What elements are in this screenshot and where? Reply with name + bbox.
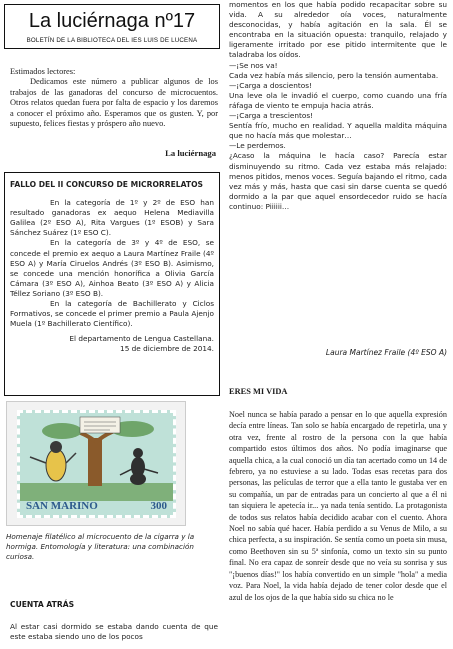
story-paragraph: —Le perdemos.: [229, 141, 286, 151]
story-paragraph: —¡Carga a trescientos!: [229, 111, 314, 121]
editorial-intro: [10, 67, 218, 129]
cuenta-atras-text: Al estar casi dormido se estaba dando cuenta de que este estaba siendo uno de los pocos: [10, 622, 218, 642]
newsletter-title: La luciérnaga nº17: [28, 10, 196, 32]
stamp-country: SAN MARINO: [26, 500, 98, 512]
stamp-value: 300: [150, 500, 167, 512]
story-paragraph: Cada vez había más silencio, pero la tensión aumentaba.: [229, 70, 439, 80]
contest-heading: FALLO DEL II CONCURSO DE MICRORRELATOS: [10, 180, 204, 189]
story-paragraph: Sentía frío, mucho en realidad. Y aquella maldita máquina que no hacía más que molestar…: [229, 121, 447, 141]
eres-mi-vida-body: [229, 409, 447, 603]
masthead: [4, 4, 220, 49]
stamp-image: [6, 401, 186, 526]
story-paragraph: Una leve ola le invadió el cuerpo, como cuando una fría ráfaga de viento te empuja hacia atrás.: [229, 90, 447, 110]
intro-greeting: Estimados lectores:: [10, 67, 76, 76]
eres-mi-vida-heading: ERES MI VIDA: [229, 387, 288, 396]
contest-paragraph-3: En la categoría de Bachillerato y Ciclos Formativos, se concede el primer premio a Paula Ajenjo Muela (1º Bachillerato Científico).: [10, 299, 214, 329]
story-paragraph: —¡Se nos va!: [229, 60, 278, 70]
story-paragraph: —¡Carga a doscientos!: [229, 80, 312, 90]
contest-paragraph-1: En la categoría de 1º y 2º de ESO han resultado ganadoras ex aequo Helena Mediavilla Galilea (2º ESO A), Rita Vargues (1º ESOB) y Sara Sánchez Suárez (1º ESO C).: [10, 198, 214, 238]
story-paragraph: momentos en los que había podido recapacitar sobre su vida. A su alrededor oía voces, naturalmente desconocidas, y había agitación en la sala. Él se encontraba en la situación opuesta: tranquilo, relajado y ligeramente irritado por ese pitido intermitente que le taladraba los oídos.: [229, 0, 447, 60]
cuenta-atras-heading: CUENTA ATRÁS: [10, 600, 75, 609]
cuenta-atras-body: [10, 622, 218, 642]
contest-paragraph-2: En la categoría de 3º y 4º de ESO, se concede el premio ex aequo a Laura Martínez Fraile (4º ESO A) y María Ciruelos Andrés (3º ESO B). Asimismo, se concede una mención honorífica a Olivia García Cámara (3º ESO A), Ainhoa Beato (3º ESO A) y Alicia Téllez Soriano (3º ESO B).: [10, 238, 214, 298]
intro-signature: La luciérnaga: [165, 148, 216, 158]
contest-results-box: [4, 172, 220, 396]
contest-results-content: [10, 180, 214, 355]
intro-body: Dedicamos este número a publicar algunos de los trabajos de las ganadoras del concurso de microcuentos. Otros relatos quedan fuera por falta de espacio y los daremos a conocer el próximo año. Esperamos que os gusten. Y, por supuesto, felices fiestas y próspero año nuevo.: [10, 77, 218, 129]
story-author: Laura Martínez Fraile (4º ESO A): [325, 348, 447, 357]
contest-date: 15 de diciembre de 2014.: [120, 344, 214, 354]
stamp-artwork: [17, 410, 176, 518]
newsletter-subtitle: BOLETÍN DE LA BIBLIOTECA DEL IES LUIS DE LUCENA: [26, 37, 198, 44]
story-paragraph: ¿Acaso la máquina le hacía caso? Parecía estar disminuyendo su ritmo. Cada vez estaba más relajado: menos pitidos, menos voces. Seguía bajando el ritmo, cada vez más y más, hasta que casi sin darse cuenta se quedó dormido a la par que aquel ensordecedor ruido se hacía continuo: Piiiiii…: [229, 151, 447, 211]
story-continuation: [229, 0, 447, 212]
contest-department: El departamento de Lengua Castellana.: [69, 334, 214, 344]
eres-mi-vida-text: Noel nunca se había parado a pensar en lo que aquella expresión decía entre líneas. Tan solo se había encargado de repetirla, una y otra vez, frente al rostro de la persona con la que había compartido estos últimos dos años. No podía imaginarse que aquella chica, a la cual conoció un día tan acertado como un 14 de febrero, ya no estuviese a su lado. Todas esas recetas para dos personas, las películas de terror que a ella tanto le gustaba ver en su compañía, un par de entradas para un concierto al que a él ni tan siquiera le apetecía ir... ya nada tenía sentido. La protagonista de todos sus relatos había decidido acabar con el cuento. Ahora Noel no sabía qué hacer. Había perdido a su Venus de Milo, a su chica perfecta, a su inspiración. Se sentía como un poeta sin musa, como Beethoven sin su 5ª sinfonía, como un texto sin su punto final. No era capaz de sonreír desde que no veía su sonrisa y sus "¡buenos días!" los había convertido en un simple "hola" a media voz. Para Noel, la vida había dejado de tener color desde que el azul de los ojos de la que había sido su chica no le: [229, 410, 447, 602]
stamp-caption: Homenaje filatélico al microcuento de la cigarra y la hormiga. Entomología y literatura: una combinación curiosa.: [6, 532, 195, 561]
